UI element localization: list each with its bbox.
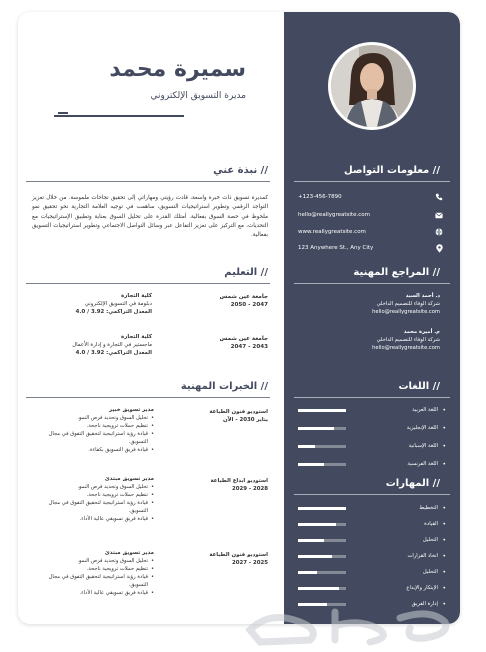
education-degree: كلية التجارة دبلومة في التسويق الإلكتروني المعدل التراكمي: 3.92 / 4.0 — [75, 293, 152, 316]
skills-heading: // المهارات — [385, 478, 440, 489]
skill-level-bar — [298, 539, 346, 542]
experience-role: مدير تسويق خبير • تحليل السوق وتحديد فرص النمو. • تنظيم حملات ترويجية ناجحة. • قيادة رؤية استراتيجية لتحقيق التفوق في مجال التسويق. • قيادة فريق التسويق بكفاءة. — [30, 407, 154, 454]
education-heading: // التعليم — [224, 267, 268, 278]
skill-label: إدارة الفريق — [411, 601, 438, 607]
experience-role: مدير تسويق مبتدئ • تحليل السوق وتحديد فرص النمو. • تنظيم حملات ترويجية ناجحة. • قيادة رؤية استراتيجية لتحقيق التفوق في مجال التسويق. • قيادة فريق تسويقي عالية الأداء. — [30, 476, 154, 523]
experience-heading: // الخبرات المهنية — [180, 381, 268, 392]
title-divider — [54, 115, 184, 117]
bullet-icon: • — [442, 460, 446, 468]
bullet-icon: • — [442, 520, 446, 528]
bullet-icon: • — [442, 504, 446, 512]
experience-company: استوديو فنون الطباعة يناير 2030 - الآن — [209, 409, 268, 423]
bullet-icon: • — [442, 424, 446, 432]
about-heading: // نبذة عني — [213, 165, 268, 176]
skill-level-fill — [298, 507, 346, 510]
bullet-icon: • — [442, 536, 446, 544]
reference-item: م. أميرة محمد شركة الوفاء للتصميم الداخلي hello@reallygreatsite.com — [372, 329, 440, 351]
language-level-fill — [298, 427, 334, 430]
skill-item — [298, 583, 446, 593]
education-school: جامعة عين شمس 2047 - 2050 — [219, 294, 268, 308]
skill-level-fill — [298, 523, 336, 526]
experience-company: استوديو فنون الطباعة 2025 - 2027 — [209, 552, 268, 566]
skill-label: اتخاذ القرارات — [407, 553, 438, 559]
reference-item: د. أحمد السيد شركة الوفاء للتصميم الداخلي hello@reallygreatsite.com — [372, 293, 440, 315]
location-icon — [434, 243, 444, 253]
language-level-fill — [298, 445, 315, 448]
phone-icon — [434, 192, 444, 202]
resume-page — [18, 12, 460, 624]
language-level-bar — [298, 427, 346, 430]
language-item — [298, 405, 446, 415]
sidebar — [284, 12, 460, 624]
bullet-icon: • — [442, 568, 446, 576]
divider — [26, 283, 270, 284]
language-level-fill — [298, 409, 346, 412]
skill-level-bar — [298, 507, 346, 510]
language-level-fill — [298, 463, 324, 466]
globe-icon — [434, 227, 444, 237]
divider — [294, 283, 450, 284]
language-level-bar — [298, 463, 346, 466]
skill-item — [298, 551, 446, 561]
education-degree: كلية التجارة ماجستير في التجارة و إدارة الأعمال المعدل التراكمي: 3.92 / 4.0 — [72, 334, 152, 357]
skill-label: التحليل — [422, 569, 438, 575]
education-school: جامعة عين شمس 2043 - 2047 — [219, 336, 268, 350]
languages-heading: // اللغات — [398, 381, 440, 392]
title-divider — [58, 112, 68, 114]
skill-level-fill — [298, 571, 317, 574]
language-label: اللغة العربية — [412, 407, 438, 413]
references-heading: // المراجع المهنية — [353, 267, 440, 278]
language-item — [298, 423, 446, 433]
language-item — [298, 459, 446, 469]
language-label: اللغة الإنجليزية — [406, 425, 438, 431]
skill-level-bar — [298, 555, 346, 558]
divider — [26, 397, 270, 398]
profile-photo — [328, 42, 416, 130]
contact-heading: // معلومات التواصل — [343, 165, 440, 176]
bullet-icon: • — [442, 584, 446, 592]
skill-item — [298, 503, 446, 513]
skill-label: التخطيط — [419, 505, 438, 511]
contact-email: hello@reallygreatsite.com — [298, 209, 444, 221]
skill-label: التحليل — [422, 537, 438, 543]
skill-label: الإبتكار والإبداع — [406, 585, 438, 591]
skill-level-fill — [298, 539, 324, 542]
language-label: اللغة الفرنسية — [407, 461, 438, 467]
experience-company: استوديو ابداع الطباعة 2028 - 2029 — [210, 478, 268, 492]
divider — [294, 397, 450, 398]
language-label: اللغة الإسبانية — [408, 443, 438, 449]
contact-address: 123 Anywhere St., Any City — [298, 242, 444, 254]
bullet-icon: • — [442, 600, 446, 608]
skill-item — [298, 519, 446, 529]
about-text: كمديرة تسويق ذات خبرة واسعة، قادت رؤيتي ومهاراتي إلى تحقيق نجاحات ملموسة. من خلال تعزيز التواجد الرقمي وتطوير استراتيجيات التسويق، ساهمت في توجيه العلامة التجارية نحو تحقيق نمو ملحوظ في حصة السوق بفعالية. أمتلك القدرة على تحليل السوق بعناية وتطبيق الإستراتيجيات مع التحديات، مع التركيز على تعزيز التفاعل عبر وسائل التواصل الاجتماعي وتطوير استراتيجيات التسويق بفعالية. — [32, 195, 268, 239]
divider — [294, 494, 450, 495]
contact-phone: +123-456-7890 — [298, 191, 444, 203]
main-content — [18, 12, 284, 624]
divider — [26, 181, 270, 182]
language-level-bar — [298, 445, 346, 448]
skill-item — [298, 567, 446, 577]
skill-level-bar — [298, 523, 346, 526]
language-item — [298, 441, 446, 451]
divider — [294, 181, 450, 182]
bullet-icon: • — [442, 406, 446, 414]
skill-level-bar — [298, 587, 346, 590]
job-title: مديرة التسويق الإلكتروني — [150, 91, 246, 101]
contact-website: www.reallygreatsite.com — [298, 226, 444, 238]
skill-label: القيادة — [424, 521, 438, 527]
skill-level-fill — [298, 555, 332, 558]
language-level-bar — [298, 409, 346, 412]
skill-item — [298, 535, 446, 545]
email-icon — [434, 210, 444, 220]
skill-level-fill — [298, 587, 339, 590]
skill-level-bar — [298, 571, 346, 574]
bullet-icon: • — [442, 552, 446, 560]
experience-role: مدير تسويق مبتدئ • تحليل السوق وتحديد فرص النمو. • تنظيم حملات ترويجية ناجحة. • قيادة رؤية استراتيجية لتحقيق التفوق في مجال التسويق. • قيادة فريق تسويقي عالية الأداء. — [30, 550, 154, 597]
bullet-icon: • — [442, 442, 446, 450]
watermark-logo — [240, 600, 460, 650]
candidate-name: سميرة محمد — [109, 57, 246, 82]
